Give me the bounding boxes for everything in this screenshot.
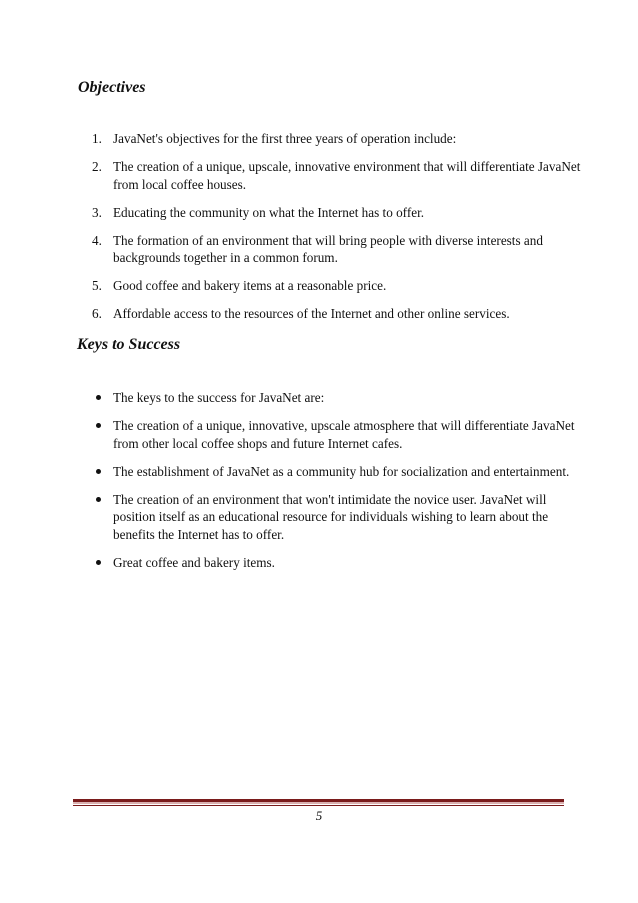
keys-item xyxy=(113,417,583,452)
keys-item xyxy=(113,554,583,572)
list-item-text: JavaNet's objectives for the first three years of operation include: xyxy=(113,131,457,146)
list-item-text: The creation of a unique, upscale, innovative environment that will differentiate JavaNet from local coffee houses. xyxy=(113,159,581,192)
bullet-icon xyxy=(96,395,101,400)
objectives-list xyxy=(92,130,583,333)
list-item-text: Educating the community on what the Internet has to offer. xyxy=(113,204,425,220)
keys-item xyxy=(113,463,583,481)
footer-divider-highlight xyxy=(73,802,564,804)
list-item-text: The keys to the success for JavaNet are: xyxy=(113,390,325,405)
keys-to-success-list xyxy=(113,389,583,582)
bullet-icon xyxy=(96,423,101,428)
list-number: 5. xyxy=(92,278,102,293)
list-number: 1. xyxy=(92,131,102,146)
keys-item xyxy=(113,491,583,544)
objectives-item xyxy=(92,158,583,193)
bullet-icon xyxy=(96,469,101,474)
bullet-icon xyxy=(96,560,101,565)
list-item-text: Good coffee and bakery items at a reasonable price. xyxy=(113,278,387,293)
bullet-icon xyxy=(96,497,101,502)
list-number: 3. xyxy=(92,204,102,220)
objectives-item xyxy=(92,305,583,323)
list-item-text: The formation of an environment that will bring people with diverse interests and backgrounds together in a common forum. xyxy=(113,232,543,265)
objectives-heading: Objectives xyxy=(78,79,146,96)
objectives-item xyxy=(92,277,583,295)
list-item-text: The creation of an environment that won't intimidate the novice user. JavaNet will position itself as an educational resource for individuals wishing to learn about the benefits the Internet has to offer. xyxy=(113,491,549,542)
list-item-text: Great coffee and bakery items. xyxy=(113,554,275,570)
page-number: 5 xyxy=(315,808,323,823)
list-number: 2. xyxy=(92,159,102,174)
list-number: 6. xyxy=(92,306,102,321)
objectives-item xyxy=(92,232,583,267)
list-item-text: The establishment of JavaNet as a community hub for socialization and entertainment. xyxy=(113,463,570,479)
list-item-text: Affordable access to the resources of the Internet and other online services. xyxy=(113,306,510,321)
keys-to-success-heading: Keys to Success xyxy=(77,336,181,353)
footer-divider xyxy=(73,799,564,806)
list-item-text: The creation of a unique, innovative, upscale atmosphere that will differentiate JavaNet from other local coffee shops and future Internet cafes. xyxy=(113,418,575,451)
list-number: 4. xyxy=(92,232,102,248)
objectives-item xyxy=(92,130,583,148)
objectives-item xyxy=(92,204,583,222)
keys-item xyxy=(113,389,583,407)
